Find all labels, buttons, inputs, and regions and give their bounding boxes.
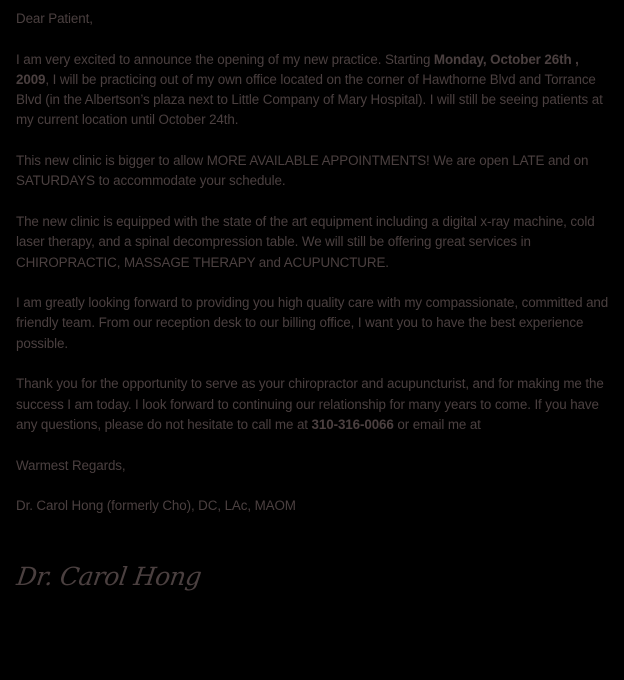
paragraph-appointments: This new clinic is bigger to allow MORE AVAILABLE APPOINTMENTS! We are open LATE and on SATURDAYS to accommodate your schedule. — [16, 153, 589, 189]
paragraph-equipment: The new clinic is equipped with the state of the art equipment including a digital x-ray machine, cold laser therapy, and a spinal decompression table. We will still be offering great services in CHIROPRACTIC, MASSAGE THERAPY and ACUPUNCTURE. — [16, 213, 595, 270]
paragraph-thanks — [16, 374, 612, 435]
closing: Warmest Regards, — [16, 457, 126, 473]
opening-date: Monday, October 26th , 2009 — [16, 51, 579, 87]
paragraph-text: I am very excited to announce the opening of my new practice. Starting — [16, 51, 434, 67]
paragraph-care: I am greatly looking forward to providing you high quality care with my compassionate, committed and friendly team. From our reception desk to our billing office, I want you to have the best experience possible. — [16, 295, 609, 351]
paragraph-opening-announcement — [16, 50, 612, 131]
letter-body — [16, 9, 612, 537]
handwritten-signature: Dr. Carol Hong — [14, 562, 204, 591]
phone-number: 310-316-0066 — [311, 416, 394, 432]
paragraph-text: or email me at — [393, 416, 481, 432]
paragraph-text: , I will be practicing out of my own office located on the corner of Hawthorne Blvd and Torrance Blvd (in the Albertson’s plaza next to Little Company of Mary Hospital). I will still be seeing patients at my current location until October 24th. — [16, 71, 603, 128]
sender-name: Dr. Carol Hong (formerly Cho), DC, LAc, MAOM — [16, 498, 296, 514]
paragraph-text: Thank you for the opportunity to serve as your chiropractor and acupuncturist, and for making me the success I am today. I look forward to continuing our relationship for many years to come. If you have any questions, please do not hesitate to call me at — [16, 376, 604, 432]
greeting: Dear Patient, — [16, 11, 93, 26]
